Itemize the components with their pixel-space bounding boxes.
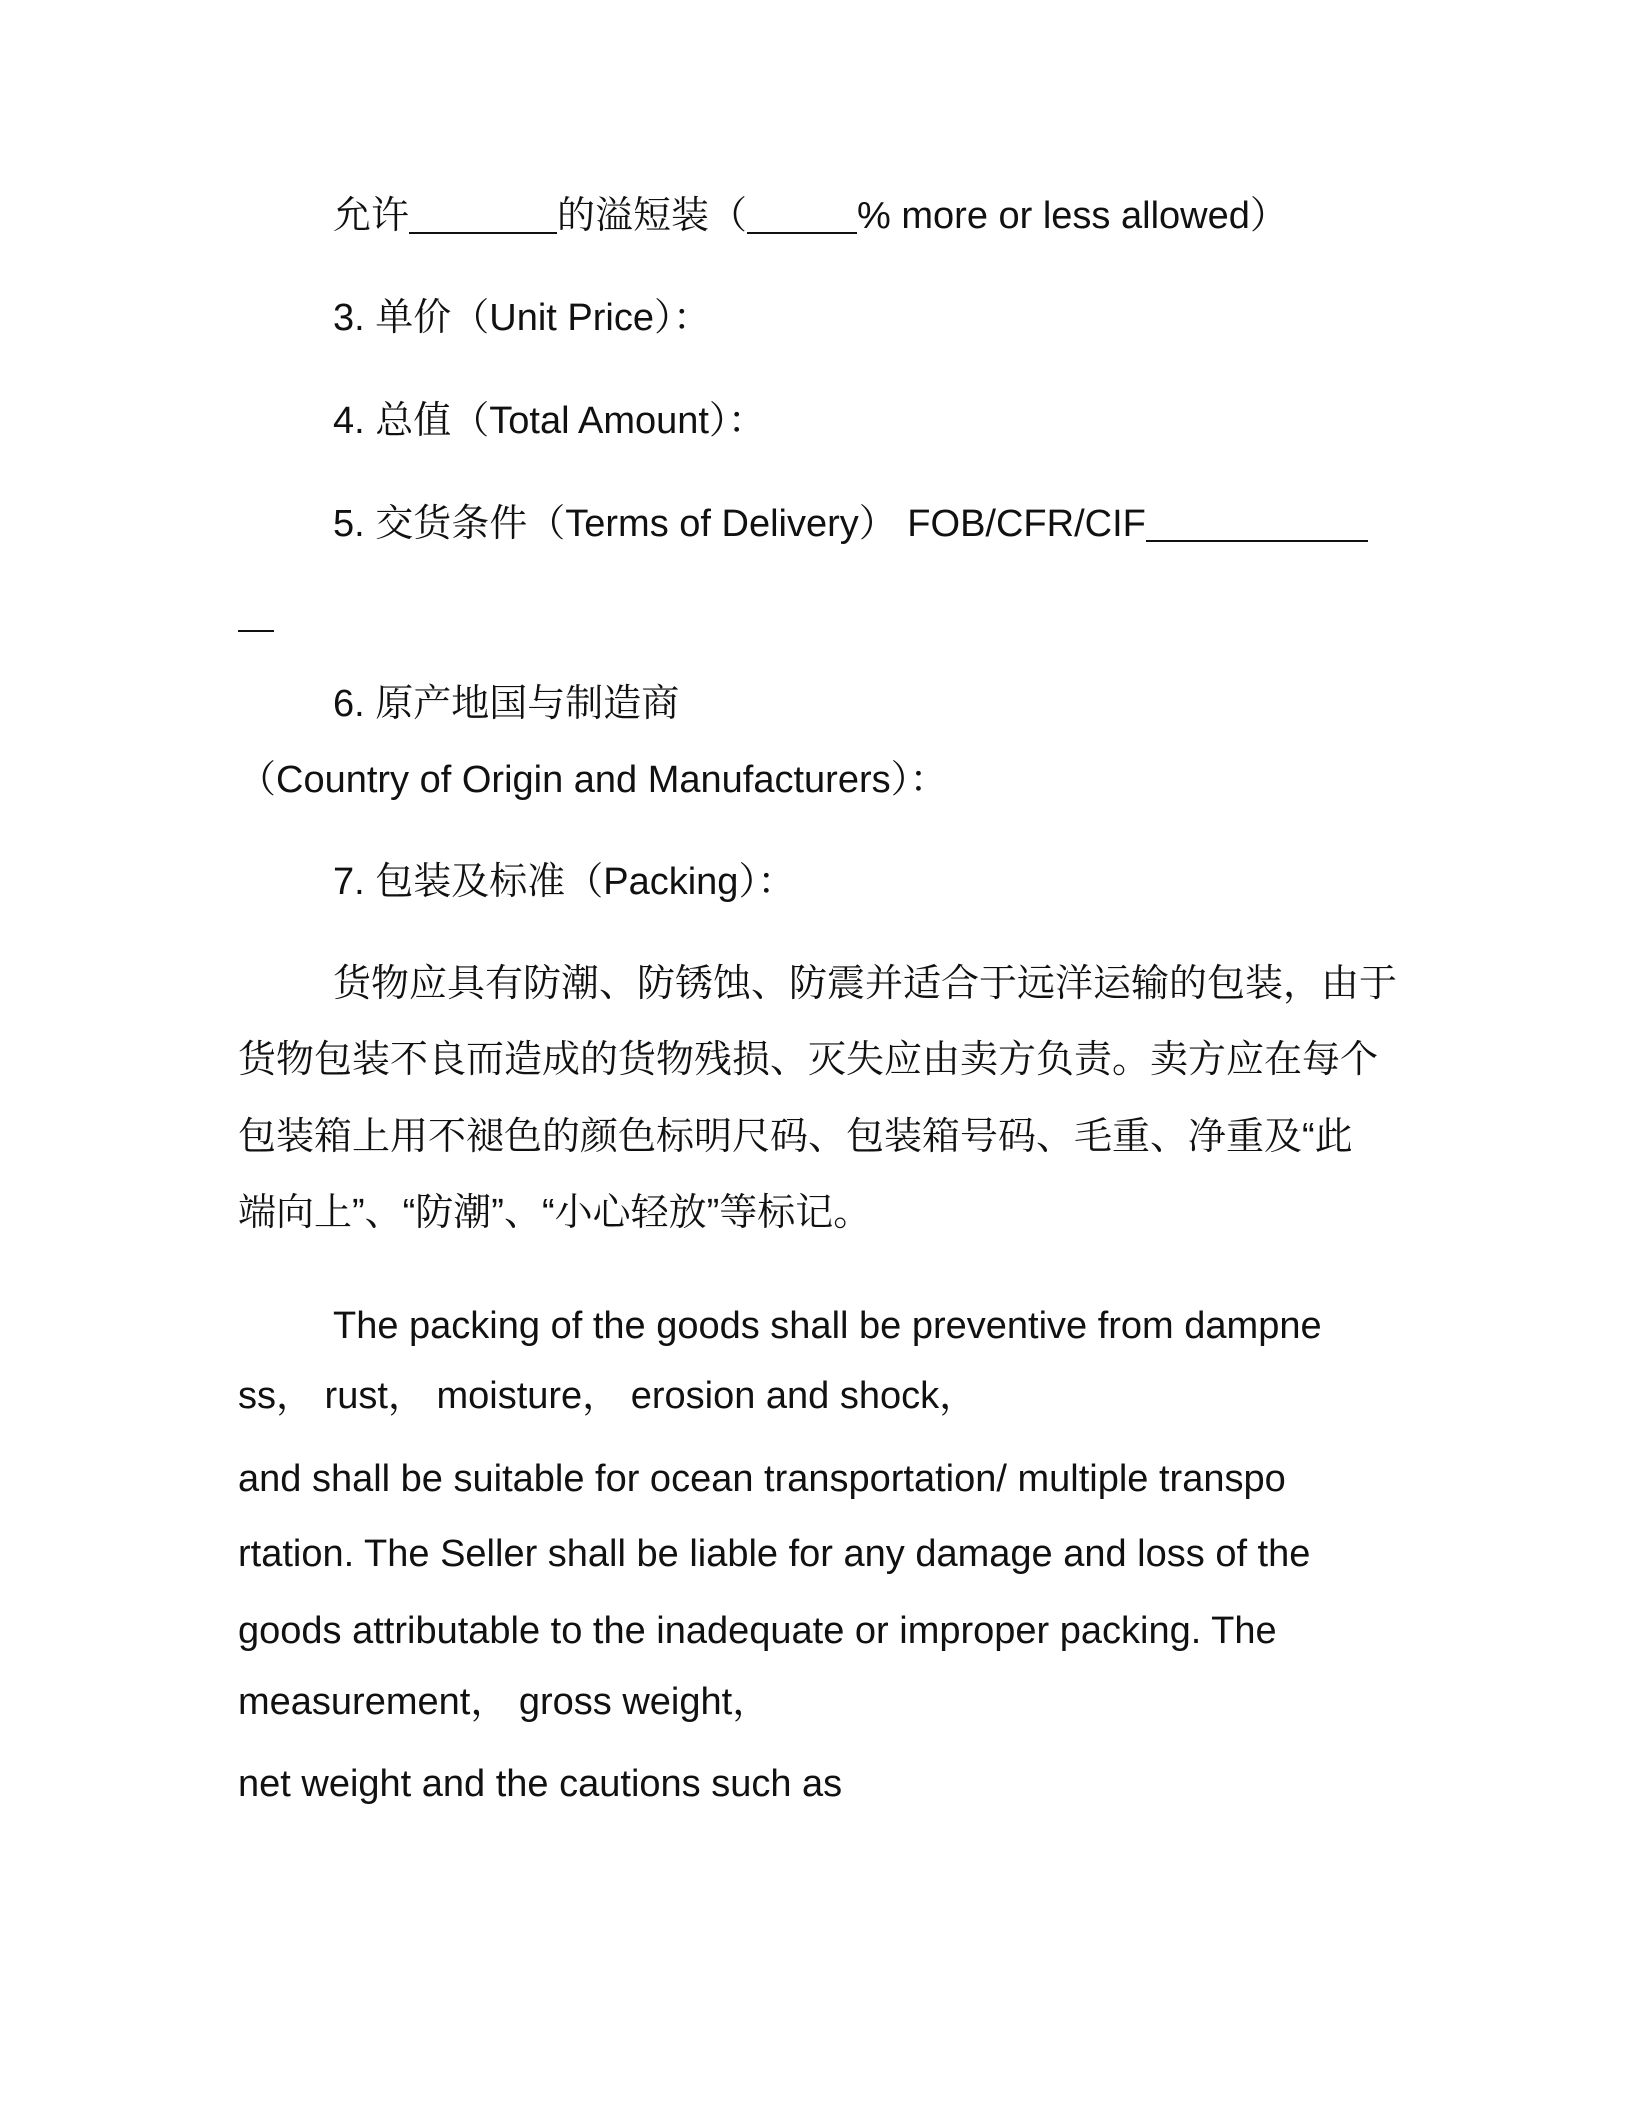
tolerance-mid: 的溢短装（ <box>557 195 748 237</box>
origin-label-en: （Country of Origin and Manufacturers）： <box>238 759 948 801</box>
delivery-label: 5. 交货条件（Terms of Delivery） FOB/CFR/CIF <box>333 503 1146 545</box>
packing-en-line: measurement， gross weight， <box>238 1681 771 1723</box>
packing-cn-line: 包装箱上用不褪色的颜色标明尺码、包装箱号码、毛重、净重及“此 <box>238 1116 1353 1158</box>
delivery-blank-tail[interactable] <box>238 594 274 632</box>
unit-price-line: 3. 单价（Unit Price）： <box>333 297 711 339</box>
total-amount-line: 4. 总值（Total Amount）： <box>333 400 766 442</box>
packing-cn-line: 端向上”、“防潮”、“小心轻放”等标记。 <box>238 1192 872 1234</box>
origin-label-cn: 6. 原产地国与制造商 <box>333 683 680 725</box>
packing-en-line: The packing of the goods shall be preventive from dampne <box>333 1305 1322 1347</box>
packing-en-line: rtation. The Seller shall be liable for any damage and loss of the <box>238 1533 1311 1575</box>
packing-en-line: ss， rust， moisture， erosion and shock， <box>238 1375 978 1417</box>
packing-cn-line: 货物应具有防潮、防锈蚀、防震并适合于远洋运输的包装，由于 <box>333 963 1398 1005</box>
packing-en-line: goods attributable to the inadequate or improper packing. The <box>238 1610 1277 1652</box>
tolerance-suffix: % more or less allowed） <box>857 195 1288 237</box>
delivery-terms-line <box>333 500 1368 548</box>
packing-cn-line: 货物包装不良而造成的货物残损、灭失应由卖方负责。卖方应在每个 <box>238 1039 1379 1081</box>
tolerance-prefix: 允许 <box>333 195 410 237</box>
tolerance-blank-1[interactable] <box>409 196 557 234</box>
packing-en-line: net weight and the cautions such as <box>238 1763 843 1805</box>
delivery-blank-continued <box>238 590 274 638</box>
packing-heading: 7. 包装及标准（Packing）： <box>333 861 796 903</box>
packing-en-line: and shall be suitable for ocean transportation/ multiple transpo <box>238 1458 1286 1500</box>
delivery-blank[interactable] <box>1146 504 1368 542</box>
tolerance-blank-2[interactable] <box>747 196 857 234</box>
quantity-tolerance-line <box>333 192 1288 240</box>
